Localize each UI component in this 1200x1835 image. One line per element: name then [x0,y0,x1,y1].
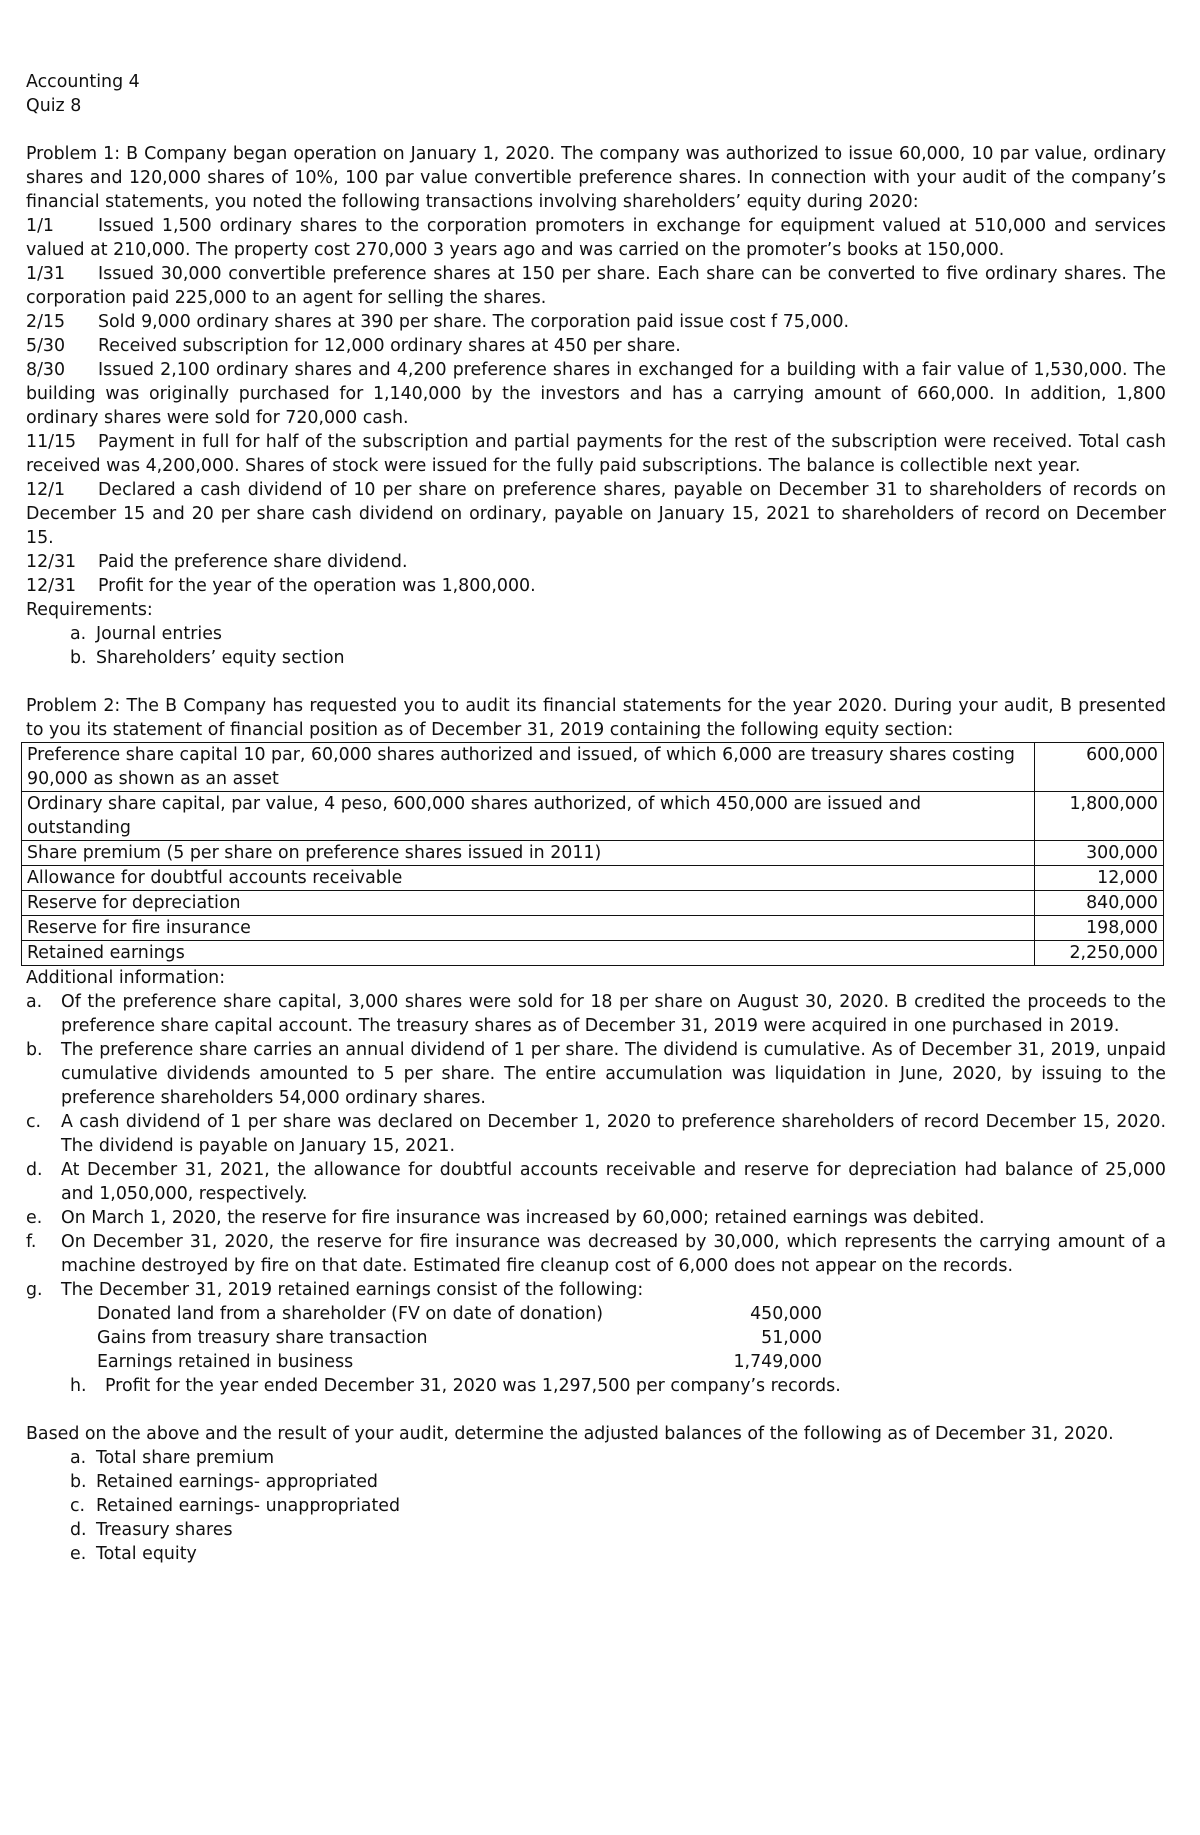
determine-letter: c. [70,1496,86,1516]
determine-text: Treasury shares [96,1520,233,1540]
equity-label: Reserve for fire insurance [22,916,1035,941]
table-row [22,866,1164,891]
info-letter: b. [26,1040,43,1060]
breakdown-amount: 450,000 [750,1304,822,1324]
info-text: Of the preference share capital, 3,000 shares were sold for 18 per share on August 30, 2020. B credited the proceeds to the preference share capital account. The treasury shares as of December 31, 2019 were acquired in one purchased in 2019. [61,992,1166,1036]
transaction-text: Received subscription for 12,000 ordinary shares at 450 per share. [98,336,681,356]
transaction-item [26,358,1166,430]
additional-info-item [26,1230,1166,1278]
problem2-intro: Problem 2: The B Company has requested you to audit its financial statements for the year 2020. During your audit, B presented to you its statement of financial position as of December 31, 2019 containing the following equity section: [26,696,1166,740]
table-row [22,916,1164,941]
info-letter: a. [26,992,43,1012]
table-row [22,841,1164,866]
equity-amount: 840,000 [1035,891,1164,916]
table-row [22,792,1164,841]
additional-info-item [26,1038,1166,1110]
course-title: Accounting 4 [26,72,140,92]
breakdown-label: Gains from treasury share transaction [97,1328,428,1348]
equity-amount: 1,800,000 [1035,792,1164,841]
determine-text: Retained earnings- appropriated [96,1472,378,1492]
transaction-text: Issued 30,000 convertible preference shares at 150 per share. Each share can be converted to five ordinary shares. The corporation paid 225,000 to an agent for selling the shares. [26,264,1166,308]
additional-info-item [26,1206,1166,1230]
info-letter: f. [26,1232,37,1252]
transaction-item [26,430,1166,478]
info-text: A cash dividend of 1 per share was declared on December 1, 2020 to preference shareholders of record December 15, 2020. The dividend is payable on January 15, 2021. [61,1112,1166,1156]
table-row [22,743,1164,792]
determine-letter: e. [70,1544,87,1564]
info-letter: c. [26,1112,42,1132]
problem1-intro: Problem 1: B Company began operation on January 1, 2020. The company was authorized to issue 60,000, 10 par value, ordinary shares and 120,000 shares of 10%, 100 par value convertible preference shares. In connection with your audit of the company’s financial statements, you noted the following transactions involving shareholders’ equity during 2020: [26,144,1166,212]
info-text: Profit for the year ended December 31, 2020 was 1,297,500 per company’s records. [105,1376,841,1396]
closing-instruction: Based on the above and the result of your audit, determine the adjusted balances of the following as of December 31, 2020. [26,1424,1114,1444]
info-text: At December 31, 2021, the allowance for doubtful accounts receivable and reserve for depreciation had balance of 25,000 and 1,050,000, respectively. [61,1160,1166,1204]
breakdown-amount: 1,749,000 [733,1352,822,1372]
info-letter: e. [26,1208,43,1228]
determine-text: Retained earnings- unappropriated [96,1496,400,1516]
determine-item [70,1494,1166,1518]
retained-breakdown-row [97,1350,1166,1374]
transaction-date: 12/1 [26,480,66,500]
requirement-text: Journal entries [96,624,222,644]
transaction-item [26,310,1166,334]
requirement-text: Shareholders’ equity section [96,648,345,668]
equity-label: Ordinary share capital, par value, 4 peso, 600,000 shares authorized, of which 450,000 are issued and outstanding [22,792,1035,841]
determine-item [70,1446,1166,1470]
transaction-item [26,550,1166,574]
info-text: The December 31, 2019 retained earnings consist of the following: [61,1280,644,1300]
transaction-item [26,574,1166,598]
equity-amount: 198,000 [1035,916,1164,941]
breakdown-label: Earnings retained in business [97,1352,354,1372]
retained-breakdown-row [97,1302,1166,1326]
equity-label: Share premium (5 per share on preference shares issued in 2011) [22,841,1035,866]
transaction-item [26,262,1166,310]
equity-amount: 600,000 [1035,743,1164,792]
equity-label: Retained earnings [22,941,1035,966]
determine-text: Total equity [96,1544,197,1564]
equity-label: Reserve for depreciation [22,891,1035,916]
info-letter: g. [26,1280,43,1300]
info-text: The preference share carries an annual dividend of 1 per share. The dividend is cumulative. As of December 31, 2019, unpaid cumulative dividends amounted to 5 per share. The entire accumulation was liquidation in June, 2020, by issuing to the preference shareholders 54,000 ordinary shares. [61,1040,1166,1108]
determine-letter: b. [70,1472,87,1492]
transaction-text: Issued 1,500 ordinary shares to the corporation promoters in exchange for equipment valued at 510,000 and services valued at 210,000. The property cost 270,000 3 years ago and was carried on the promoter’s books at 150,000. [26,216,1166,260]
additional-info-label: Additional information: [26,968,226,988]
transaction-date: 2/15 [26,312,66,332]
equity-section-table [21,742,1164,966]
transaction-text: Declared a cash dividend of 10 per share on preference shares, payable on December 31 to shareholders of records on December 15 and 20 per share cash dividend on ordinary, payable on January 15, 2021 to shareholders of record on December 15. [26,480,1166,548]
transaction-date: 12/31 [26,576,77,596]
additional-info-item [70,1374,1166,1398]
determine-item [70,1542,1166,1566]
transaction-date: 1/1 [26,216,54,236]
equity-label: Preference share capital 10 par, 60,000 shares authorized and issued, of which 6,000 are treasury shares costing 90,000 as shown as an asset [22,743,1035,792]
info-text: On March 1, 2020, the reserve for fire insurance was increased by 60,000; retained earnings was debited. [61,1208,985,1228]
additional-info-item [26,1158,1166,1206]
transaction-text: Issued 2,100 ordinary shares and 4,200 preference shares in exchanged for a building with a fair value of 1,530,000. The building was originally purchased for 1,140,000 by the investors and has a carrying amount of 660,000. In addition, 1,800 ordinary shares were sold for 720,000 cash. [26,360,1166,428]
requirement-item [70,622,1166,646]
requirement-item [70,646,1166,670]
info-text: On December 31, 2020, the reserve for fire insurance was decreased by 30,000, which represents the carrying amount of a machine destroyed by fire on that date. Estimated fire cleanup cost of 6,000 does not appear on the records. [61,1232,1166,1276]
determine-item [70,1470,1166,1494]
equity-amount: 12,000 [1035,866,1164,891]
equity-amount: 2,250,000 [1035,941,1164,966]
table-row [22,891,1164,916]
transaction-date: 12/31 [26,552,77,572]
transaction-item [26,478,1166,550]
table-row [22,941,1164,966]
determine-item [70,1518,1166,1542]
transaction-date: 1/31 [26,264,66,284]
requirement-letter: b. [70,648,87,668]
info-letter: d. [26,1160,43,1180]
transaction-item [26,214,1166,262]
transaction-text: Paid the preference share dividend. [98,552,408,572]
additional-info-item [26,1110,1166,1158]
determine-text: Total share premium [96,1448,275,1468]
transaction-date: 5/30 [26,336,66,356]
transaction-text: Profit for the year of the operation was 1,800,000. [98,576,536,596]
transaction-item [26,334,1166,358]
transaction-date: 11/15 [26,432,77,452]
document-body [26,70,1166,1566]
equity-label: Allowance for doubtful accounts receivable [22,866,1035,891]
info-letter: h. [70,1376,87,1396]
quiz-title: Quiz 8 [26,96,82,116]
determine-letter: a. [70,1448,87,1468]
retained-breakdown-row [97,1326,1166,1350]
requirements-label: Requirements: [26,600,153,620]
transaction-text: Sold 9,000 ordinary shares at 390 per share. The corporation paid issue cost f 75,000. [98,312,850,332]
transaction-date: 8/30 [26,360,66,380]
breakdown-label: Donated land from a shareholder (FV on date of donation) [97,1304,604,1324]
additional-info-item [26,990,1166,1038]
requirement-letter: a. [70,624,87,644]
transaction-text: Payment in full for half of the subscription and partial payments for the rest of the subscription were received. Total cash received was 4,200,000. Shares of stock were issued for the fully paid subscriptions. The balance is collectible next year. [26,432,1166,476]
additional-info-item [26,1278,1166,1302]
breakdown-amount: 51,000 [761,1328,822,1348]
determine-letter: d. [70,1520,87,1540]
equity-amount: 300,000 [1035,841,1164,866]
